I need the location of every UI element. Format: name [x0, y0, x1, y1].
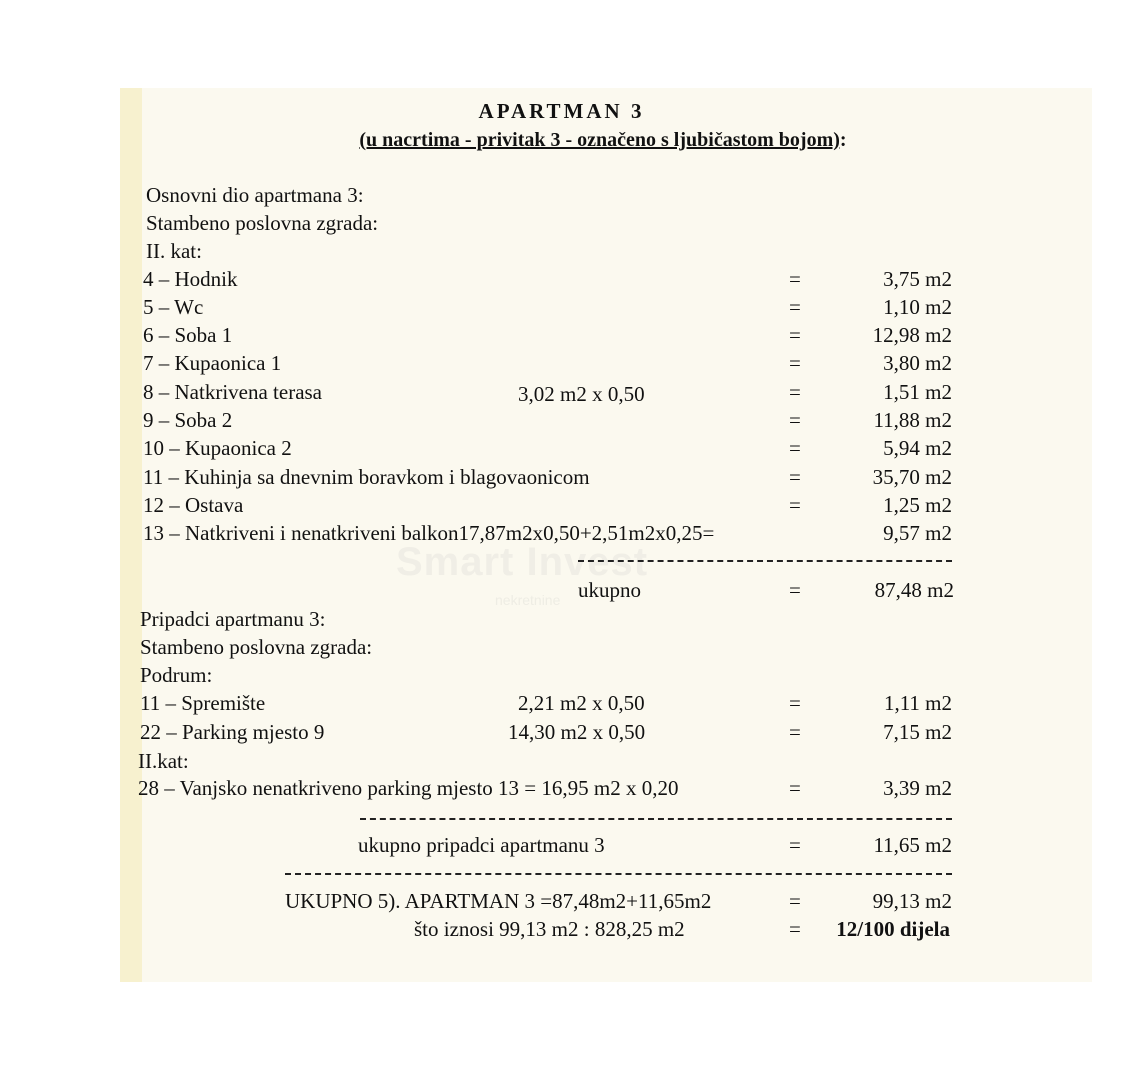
room-label: 10 – Kupaonica 2	[143, 436, 292, 460]
watermark-logo: Smart Invest	[396, 540, 649, 584]
watermark-subtext: nekretnine	[495, 592, 561, 608]
grand-total-eq: =	[789, 889, 801, 913]
room-area: 3,80 m2	[883, 351, 952, 375]
section-floor-label: II.kat:	[138, 749, 189, 773]
page-subtitle	[0, 129, 1123, 152]
room-label: 12 – Ostava	[143, 493, 244, 517]
subtotal-area: 87,48 m2	[874, 578, 954, 602]
room-eq: =	[789, 295, 801, 319]
subtotal-eq: =	[789, 833, 801, 857]
room-area: 1,10 m2	[883, 295, 952, 319]
room-label: 11 – Spremište	[140, 691, 266, 715]
room-calc: 2,21 m2 x 0,50	[518, 691, 645, 715]
grand-total-area: 99,13 m2	[872, 889, 952, 913]
room-label: 5 – Wc	[143, 295, 204, 319]
room-area: 5,94 m2	[883, 436, 952, 460]
section-floor-label: II. kat:	[146, 239, 202, 263]
separator-line	[285, 873, 952, 875]
room-label: 9 – Soba 2	[143, 408, 233, 432]
room-label: 6 – Soba 1	[143, 323, 233, 347]
page-title: APARTMAN 3	[478, 99, 645, 123]
room-eq: =	[789, 436, 801, 460]
grand-total-label: UKUPNO 5). APARTMAN 3 =87,48m2+11,65m2	[285, 889, 712, 913]
subtotal-area: 11,65 m2	[873, 833, 952, 857]
room-eq: =	[789, 408, 801, 432]
room-eq: =	[789, 493, 801, 517]
room-label: 13 – Natkriveni i nenatkriveni balkon17,87m2x0,50+2,51m2x0,25=	[143, 521, 715, 545]
room-eq: =	[789, 776, 801, 800]
section-heading-appurtenances: Pripadci apartmanu 3:	[140, 607, 326, 631]
subtotal-label: ukupno	[578, 578, 641, 602]
room-eq: =	[789, 465, 801, 489]
room-area: 35,70 m2	[872, 465, 952, 489]
separator-line	[360, 818, 952, 820]
room-label: 28 – Vanjsko nenatkriveno parking mjesto 13 = 16,95 m2 x 0,20	[138, 776, 679, 800]
room-eq: =	[789, 380, 801, 404]
room-label: 7 – Kupaonica 1	[143, 351, 282, 375]
room-calc: 14,30 m2 x 0,50	[508, 720, 646, 744]
room-eq: =	[789, 691, 801, 715]
room-label: 11 – Kuhinja sa dnevnim boravkom i blagovaonicom	[143, 465, 590, 489]
room-eq: =	[789, 267, 801, 291]
room-eq: =	[789, 323, 801, 347]
page-edge-highlight	[120, 88, 142, 982]
room-eq: =	[789, 720, 801, 744]
subtitle-colon: :	[839, 129, 847, 151]
section-building-label: Stambeno poslovna zgrada:	[146, 211, 379, 235]
room-area: 1,25 m2	[883, 493, 952, 517]
separator-line	[578, 560, 952, 562]
room-calc: 3,02 m2 x 0,50	[518, 382, 645, 406]
room-label: 22 – Parking mjesto 9	[140, 720, 325, 744]
share-value: 12/100 dijela	[836, 917, 950, 941]
subtitle-text: (u nacrtima - privitak 3 - označeno s ljubičastom bojom)	[359, 129, 840, 151]
room-area: 3,75 m2	[883, 267, 952, 291]
share-label: što iznosi 99,13 m2 : 828,25 m2	[414, 917, 685, 941]
share-eq: =	[789, 917, 801, 941]
subtotal-eq: =	[789, 578, 801, 602]
room-area: 12,98 m2	[872, 323, 952, 347]
section-heading-main: Osnovni dio apartmana 3:	[146, 183, 364, 207]
room-label: 8 – Natkrivena terasa	[143, 380, 323, 404]
room-area: 9,57 m2	[883, 521, 952, 545]
room-area: 11,88 m2	[873, 408, 952, 432]
subtotal-label: ukupno pripadci apartmanu 3	[358, 833, 605, 857]
room-eq: =	[789, 351, 801, 375]
room-area: 3,39 m2	[883, 776, 952, 800]
room-area: 1,11 m2	[883, 691, 952, 715]
section-building-label: Stambeno poslovna zgrada:	[140, 635, 373, 659]
room-area: 1,51 m2	[883, 380, 952, 404]
section-floor-label: Podrum:	[140, 663, 213, 687]
room-area: 7,15 m2	[883, 720, 952, 744]
room-label: 4 – Hodnik	[143, 267, 238, 291]
